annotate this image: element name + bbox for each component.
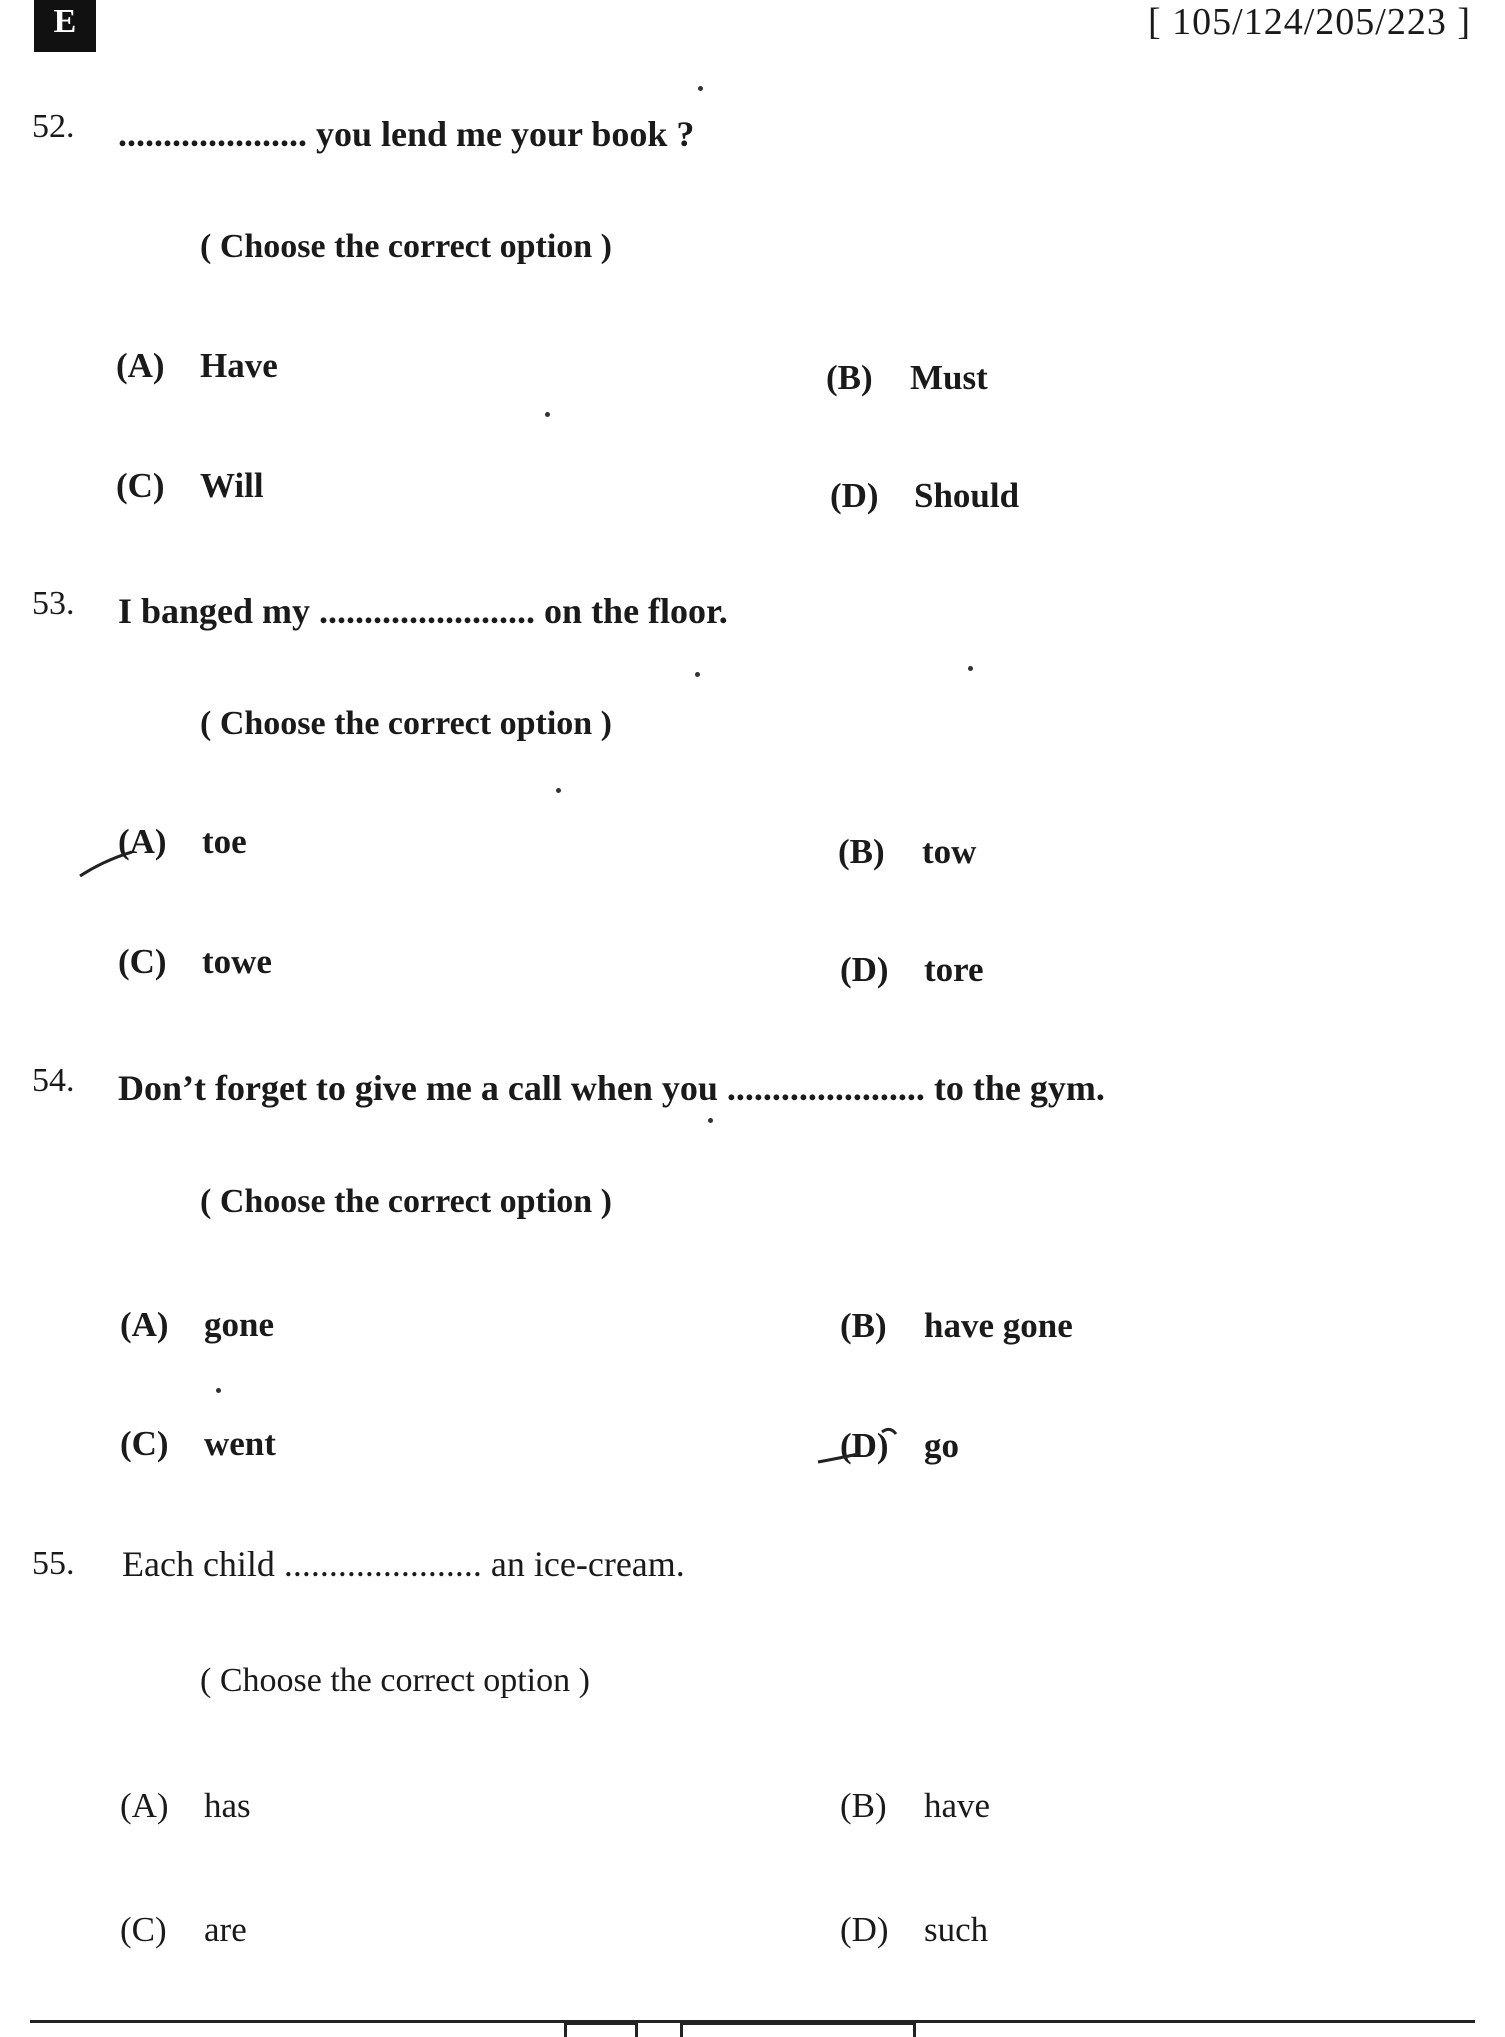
question-instruction: ( Choose the correct option ) (200, 1662, 590, 1699)
question-text: ..................... you lend me your book ? (118, 114, 695, 154)
scan-speck (708, 1118, 713, 1123)
tick-mark-53a (80, 852, 132, 876)
option-letter: (C) (120, 1424, 169, 1463)
option-text: Should (914, 476, 1020, 515)
question-instruction: ( Choose the correct option ) (200, 705, 613, 742)
option-letter: (A) (116, 346, 165, 385)
scan-speck (968, 666, 973, 671)
option-text: tore (924, 950, 984, 989)
option-letter: (B) (838, 832, 885, 871)
option-text: Must (910, 358, 988, 397)
option-letter: (D) (840, 950, 889, 989)
option-text: have (924, 1786, 991, 1825)
question-text: I banged my ........................ on the floor. (118, 591, 728, 631)
scan-speck (556, 788, 561, 793)
option-text: towe (202, 942, 272, 981)
scan-speck (216, 1388, 221, 1393)
option-text: go (924, 1426, 959, 1465)
option-letter: (D) (840, 1910, 889, 1949)
option-letter: (D) (840, 1426, 889, 1465)
option-text: are (204, 1910, 247, 1949)
option-text: gone (204, 1305, 274, 1344)
option-text: tow (922, 832, 977, 871)
option-text: have gone (924, 1306, 1073, 1345)
question-number: 52. (32, 108, 75, 145)
option-letter: (A) (120, 1786, 169, 1825)
question-number: 54. (32, 1062, 75, 1099)
question-number: 53. (32, 585, 75, 622)
option-text: went (204, 1424, 276, 1463)
scan-speck (695, 672, 700, 677)
option-letter: (C) (118, 942, 167, 981)
option-text: toe (202, 822, 247, 861)
option-text: Have (200, 346, 278, 385)
option-letter: (A) (118, 822, 167, 861)
tick-hook-54d (882, 1429, 896, 1434)
footer-box (564, 2022, 638, 2037)
question-text: Don’t forget to give me a call when you ...................... to the gym. (118, 1068, 1105, 1108)
option-text: Will (200, 466, 264, 505)
question-text: Each child ...................... an ice-cream. (122, 1544, 685, 1584)
question-instruction: ( Choose the correct option ) (200, 228, 613, 265)
question-instruction: ( Choose the correct option ) (200, 1183, 613, 1220)
set-badge: E (34, 0, 96, 52)
option-letter: (C) (116, 466, 165, 505)
option-letter: (B) (840, 1786, 887, 1825)
tick-mark-54d (818, 1454, 858, 1462)
scan-speck (698, 86, 703, 91)
option-letter: (B) (840, 1306, 887, 1345)
option-letter: (D) (830, 476, 879, 515)
question-number: 55. (32, 1545, 75, 1582)
option-letter: (C) (120, 1910, 167, 1949)
scan-speck (545, 412, 550, 417)
option-letter: (B) (826, 358, 873, 397)
option-letter: (A) (120, 1305, 169, 1344)
footer-box (680, 2022, 916, 2037)
option-text: such (924, 1910, 989, 1949)
paper-code: [ 105/124/205/223 ] (1148, 1, 1471, 43)
option-text: has (204, 1786, 251, 1825)
